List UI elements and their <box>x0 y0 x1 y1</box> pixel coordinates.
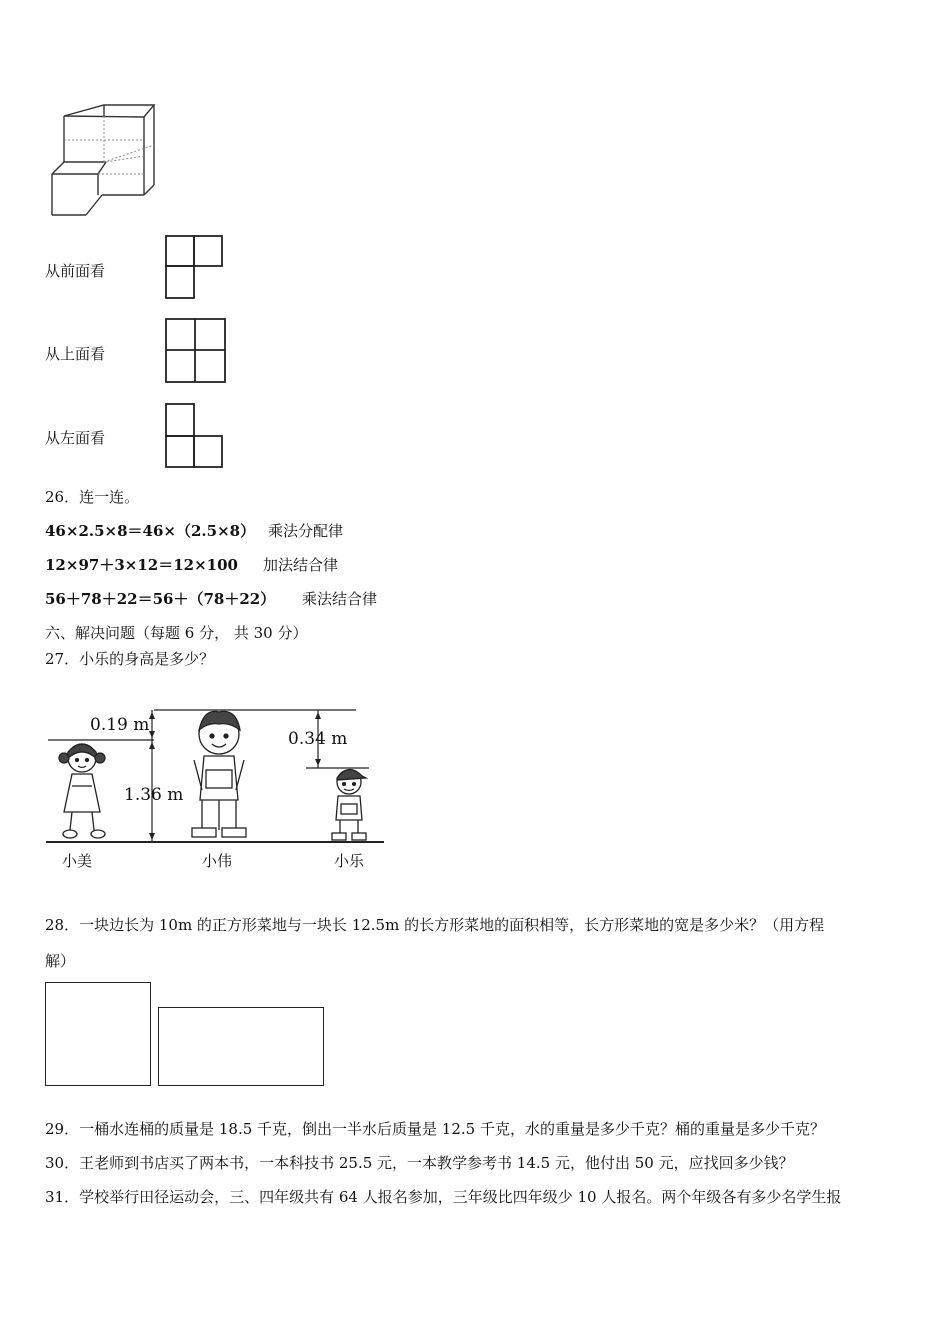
q29-question: 29．一桶水连桶的质量是 18.5 千克，倒出一半水后质量是 12.5 千克，水的重量是多少千克？桶的重量是多少千克？ <box>45 1120 825 1138</box>
q28-question-line2: 解） <box>45 952 76 970</box>
name-xiaole: 小乐 <box>334 852 365 870</box>
q31-question: 31．学校举行田径运动会，三、四年级共有 64 人报名参加，三年级比四年级少 10 人报名。两个年级各有多少名学生报 <box>45 1188 842 1206</box>
q26-law-1: 乘法分配律 <box>268 522 344 540</box>
q26-expr-3: 56＋78＋22＝56＋（78＋22） <box>45 590 276 608</box>
small-boy-figure <box>332 769 366 840</box>
q26-law-2: 加法结合律 <box>263 556 339 574</box>
block-solid-figure <box>44 100 159 220</box>
label-0-34m: 0.34 m <box>288 729 348 749</box>
name-xiaowei: 小伟 <box>202 852 233 870</box>
view-label-left: 从左面看 <box>45 429 106 447</box>
top-view-grid <box>164 317 228 385</box>
label-1-36m: 1.36 m <box>124 785 184 805</box>
front-view-grid <box>164 234 226 302</box>
view-label-top: 从上面看 <box>45 345 106 363</box>
q27-question: 27．小乐的身高是多少？ <box>45 650 215 668</box>
q30-question: 30．王老师到书店买了两本书，一本科技书 25.5 元，一本教学参考书 14.5 元，他付出 50 元，应找回多少钱？ <box>45 1154 794 1172</box>
view-label-front: 从前面看 <box>45 262 106 280</box>
q26-expr-2: 12×97＋3×12＝12×100 <box>45 556 238 574</box>
q28-question-line1: 28．一块边长为 10m 的正方形菜地与一块长 12.5m 的长方形菜地的面积相等，长方形菜地的宽是多少米？（用方程 <box>45 916 825 934</box>
left-view-grid <box>164 402 226 470</box>
q26-expr-1: 46×2.5×8＝46×（2.5×8） <box>45 522 256 540</box>
square-plot-figure <box>45 982 151 1086</box>
tall-boy-figure <box>192 711 246 837</box>
name-xiaomei: 小美 <box>62 852 93 870</box>
girl-figure <box>59 744 105 838</box>
label-0-19m: 0.19 m <box>90 715 150 735</box>
q26-title: 26．连一连。 <box>45 488 140 506</box>
height-comparison-figure <box>44 700 389 878</box>
rectangle-plot-figure <box>158 1007 324 1086</box>
q26-law-3: 乘法结合律 <box>302 590 378 608</box>
section-6-title: 六、解决问题（每题 6 分， 共 30 分） <box>45 624 308 642</box>
